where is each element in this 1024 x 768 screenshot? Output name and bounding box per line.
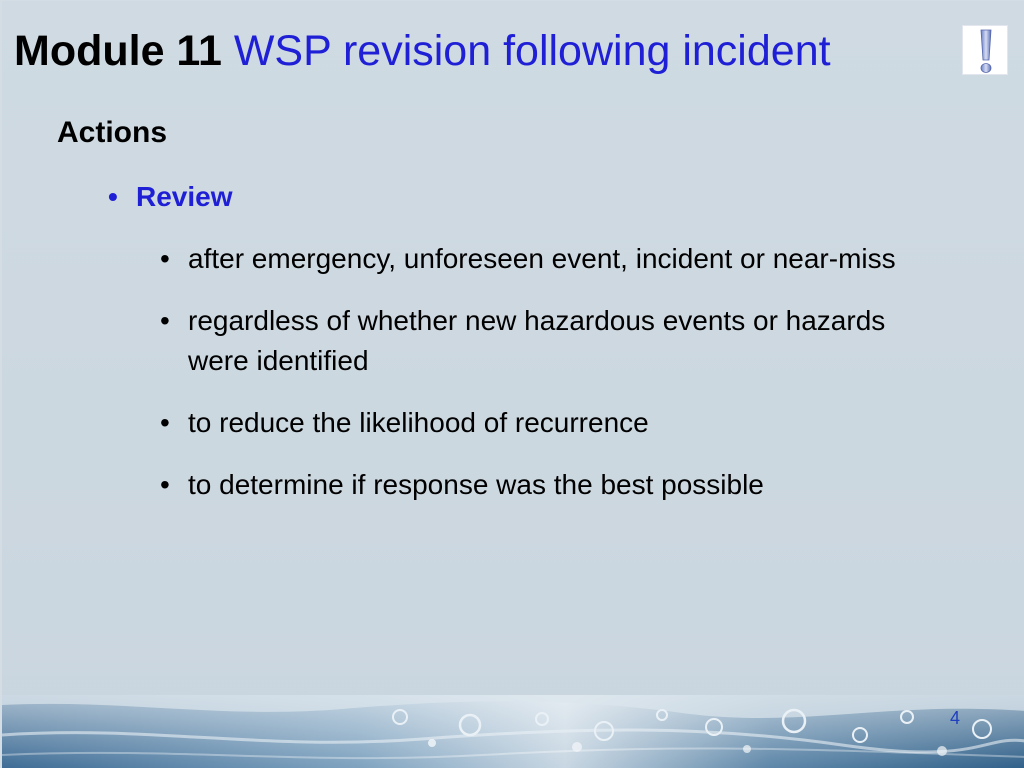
list-item-text: after emergency, unforeseen event, incident or near-miss — [188, 243, 896, 274]
bullet-dot: • — [160, 469, 170, 500]
list-item-text: to reduce the likelihood of recurrence — [188, 407, 649, 438]
level1-bullet — [108, 179, 233, 215]
exclamation-icon — [962, 25, 1008, 75]
title-module: Module 11 — [14, 27, 222, 75]
page-number: 4 — [950, 708, 961, 728]
list-item-text: regardless of whether new hazardous events or hazards — [188, 305, 886, 336]
level1-bullet-text: Review — [136, 181, 233, 212]
bullet-dot: • — [160, 305, 170, 336]
list-item — [160, 239, 1010, 279]
bullet-dot: • — [108, 181, 118, 212]
list-item-text: to determine if response was the best possible — [188, 469, 764, 500]
slide-title — [14, 23, 831, 79]
bullet-dot: • — [160, 243, 170, 274]
section-heading: Actions — [57, 116, 168, 149]
list-item — [160, 301, 1010, 381]
bullet-dot: • — [160, 407, 170, 438]
list-item — [160, 465, 1010, 505]
sub-bullet-list — [160, 239, 1010, 527]
list-item — [160, 403, 1010, 443]
water-splash-footer — [2, 695, 1024, 768]
title-subject: WSP revision following incident — [233, 27, 831, 75]
list-item-text-cont: were identified — [188, 345, 369, 376]
